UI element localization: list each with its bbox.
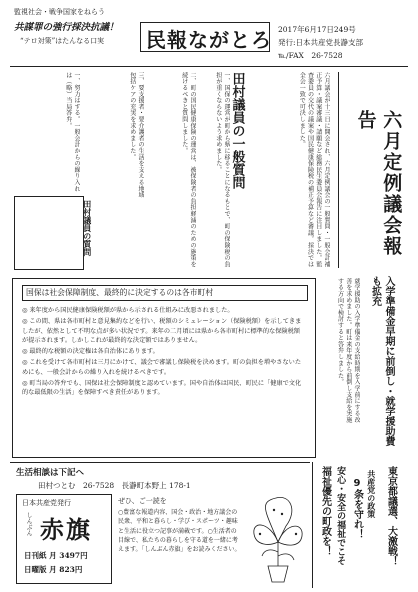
consultation-contact: 田村つとむ 26-7528 長瀞町本野上 178-1 [38,481,191,490]
masthead-title: 民報ながとろ [146,28,272,52]
middle-body-2: 二、町の国民健康保険の運営は、被保険者の負担軽減のための施策を続けるべきと質問しました。 [180,72,196,268]
bullet-icon: ◎ [22,348,30,356]
right-article-headline: 入学準備金早期に前倒し・就学援助費も拡充 [369,276,394,446]
bullet-icon: ◎ [22,318,30,326]
kokuho-item: ◎ この間、県は各市町村と意見集約などを行い、税額のシミュレーション（保険税額）を示してきましたが、依然として不明な点が多い状況です。来年の二月頃には県から各市町村に標準的な保険税額が提示されます。しかしこれが最終的な決定額ではありません。 [22,318,302,344]
bullet-icon: ◎ [22,359,30,367]
flower-icon [246,492,310,586]
tagline-2: 共謀罪の強行採決抗議！ [14,22,119,33]
kokuho-item: ◎ 最終的な税額の決定権は各自治体にあります。 [22,348,159,356]
publisher: 発行:日本共産党長瀞支部 [278,38,364,47]
flower-illustration [246,492,310,586]
left-col-body: 一、努力はする。一般会計からの繰り入れは（略）当局答弁。 [64,72,80,192]
right-article-body: 就学援助の入学準備金の支給時期を入学前にする改善を求めました。町は来年度から前倒し支給を実施する方向で検討すると答弁しました。 [336,278,360,423]
kokuho-item: ◎ 町当局の答弁でも、国保は社会保障制度と認めています。国や自治体は国民、町民に「健康で文化的な最低限の生活」を保障すべき責任があります。 [22,380,302,397]
kokuho-title: 国保は社会保障制度、最終的に決定するのは各市町村 [26,288,214,297]
middle-body-3: 三、要支援者・要介護者の生活を支える地域包括ケアの充実を求めました。 [128,72,144,198]
slogan-col-5: 福祉優先の町政を！ [319,466,331,556]
slogan-col-4: 安心・安全の福祉でこそ [335,466,346,565]
issue-date: 2017年6月17日249号 [278,25,356,34]
recommend-body: ○豊富な報道内容、国会・政治・地方議会の民衆、平和と暮らし・学び・スポーツ・趣味と生活に役立つ記事が満載です。○生活者の目線で、私たちの暮らしを守る道を一緒に考えます。「しんぶん赤旗」をお読みください。 [118,509,241,554]
lower-rule [10,462,310,463]
recommend-heading: ぜひ、ご一読を [118,497,167,505]
bottom-right-divider [312,462,313,588]
bullet-icon: ◎ [22,380,30,388]
bullet-icon: ◎ [22,307,30,314]
tel-fax: ℡/FAX 26-7528 [278,51,343,60]
tagline-3: “テロ対策”はたんなる口実 [20,37,105,45]
akahata-name: 赤旗 [40,515,92,544]
slogan-col-3: 9条を守れ！ [351,478,363,539]
akahata-name-small: しんぶん [25,512,33,536]
qa-headline: 田村議員の質問 [82,200,93,256]
slogan-col-2: 共産党の政策 [366,470,377,518]
slogan-col-1: 東京都議選、大激戦！ [385,466,397,566]
kokuho-item: ◎ これを受けて各市町村は三月にかけて、議会で審議し保険税を決めます。町の負担を増やさないためにも、一般会計からの繰り入れを続けるべきです。 [22,359,302,376]
left-col-box [14,196,84,270]
akahata-price-sunday: 日曜版 月 823円 [24,565,83,574]
kokuho-item: ◎ 来年度から国民健康保険税額が県から示される仕組みに改悪されました。 [22,307,234,314]
middle-headline: 田村議員の一般質問 [229,72,245,189]
kokuho-list [22,306,306,398]
middle-body-1: 一、国保の運営が町から県に移ることになるもとで、町の保険税の負担が重くならないよう求めました。 [214,72,230,268]
akahata-publisher: 日本共産党発行 [22,499,71,507]
lead-divider [338,72,339,268]
lead-article-body: 六月議会が十三日に開会され、六月定例議会の一般質問・一般会計補正予算・議案審議・請願など総務民生委員会報告に注目しました。監査委員の交代の議案や国民健康保険税の補正予算など審議。採決では全会一致で可決しました。 [298,72,330,268]
header [0,0,418,70]
akahata-price-daily: 日刊紙 月 3497円 [24,551,88,560]
consultation-heading: 生活相談は下記へ [16,468,85,478]
header-rule [10,66,408,67]
tagline-1: 監視社会・戦争国家をねらう [14,8,105,16]
lead-headline: 六月定例議会報告 [354,110,403,257]
